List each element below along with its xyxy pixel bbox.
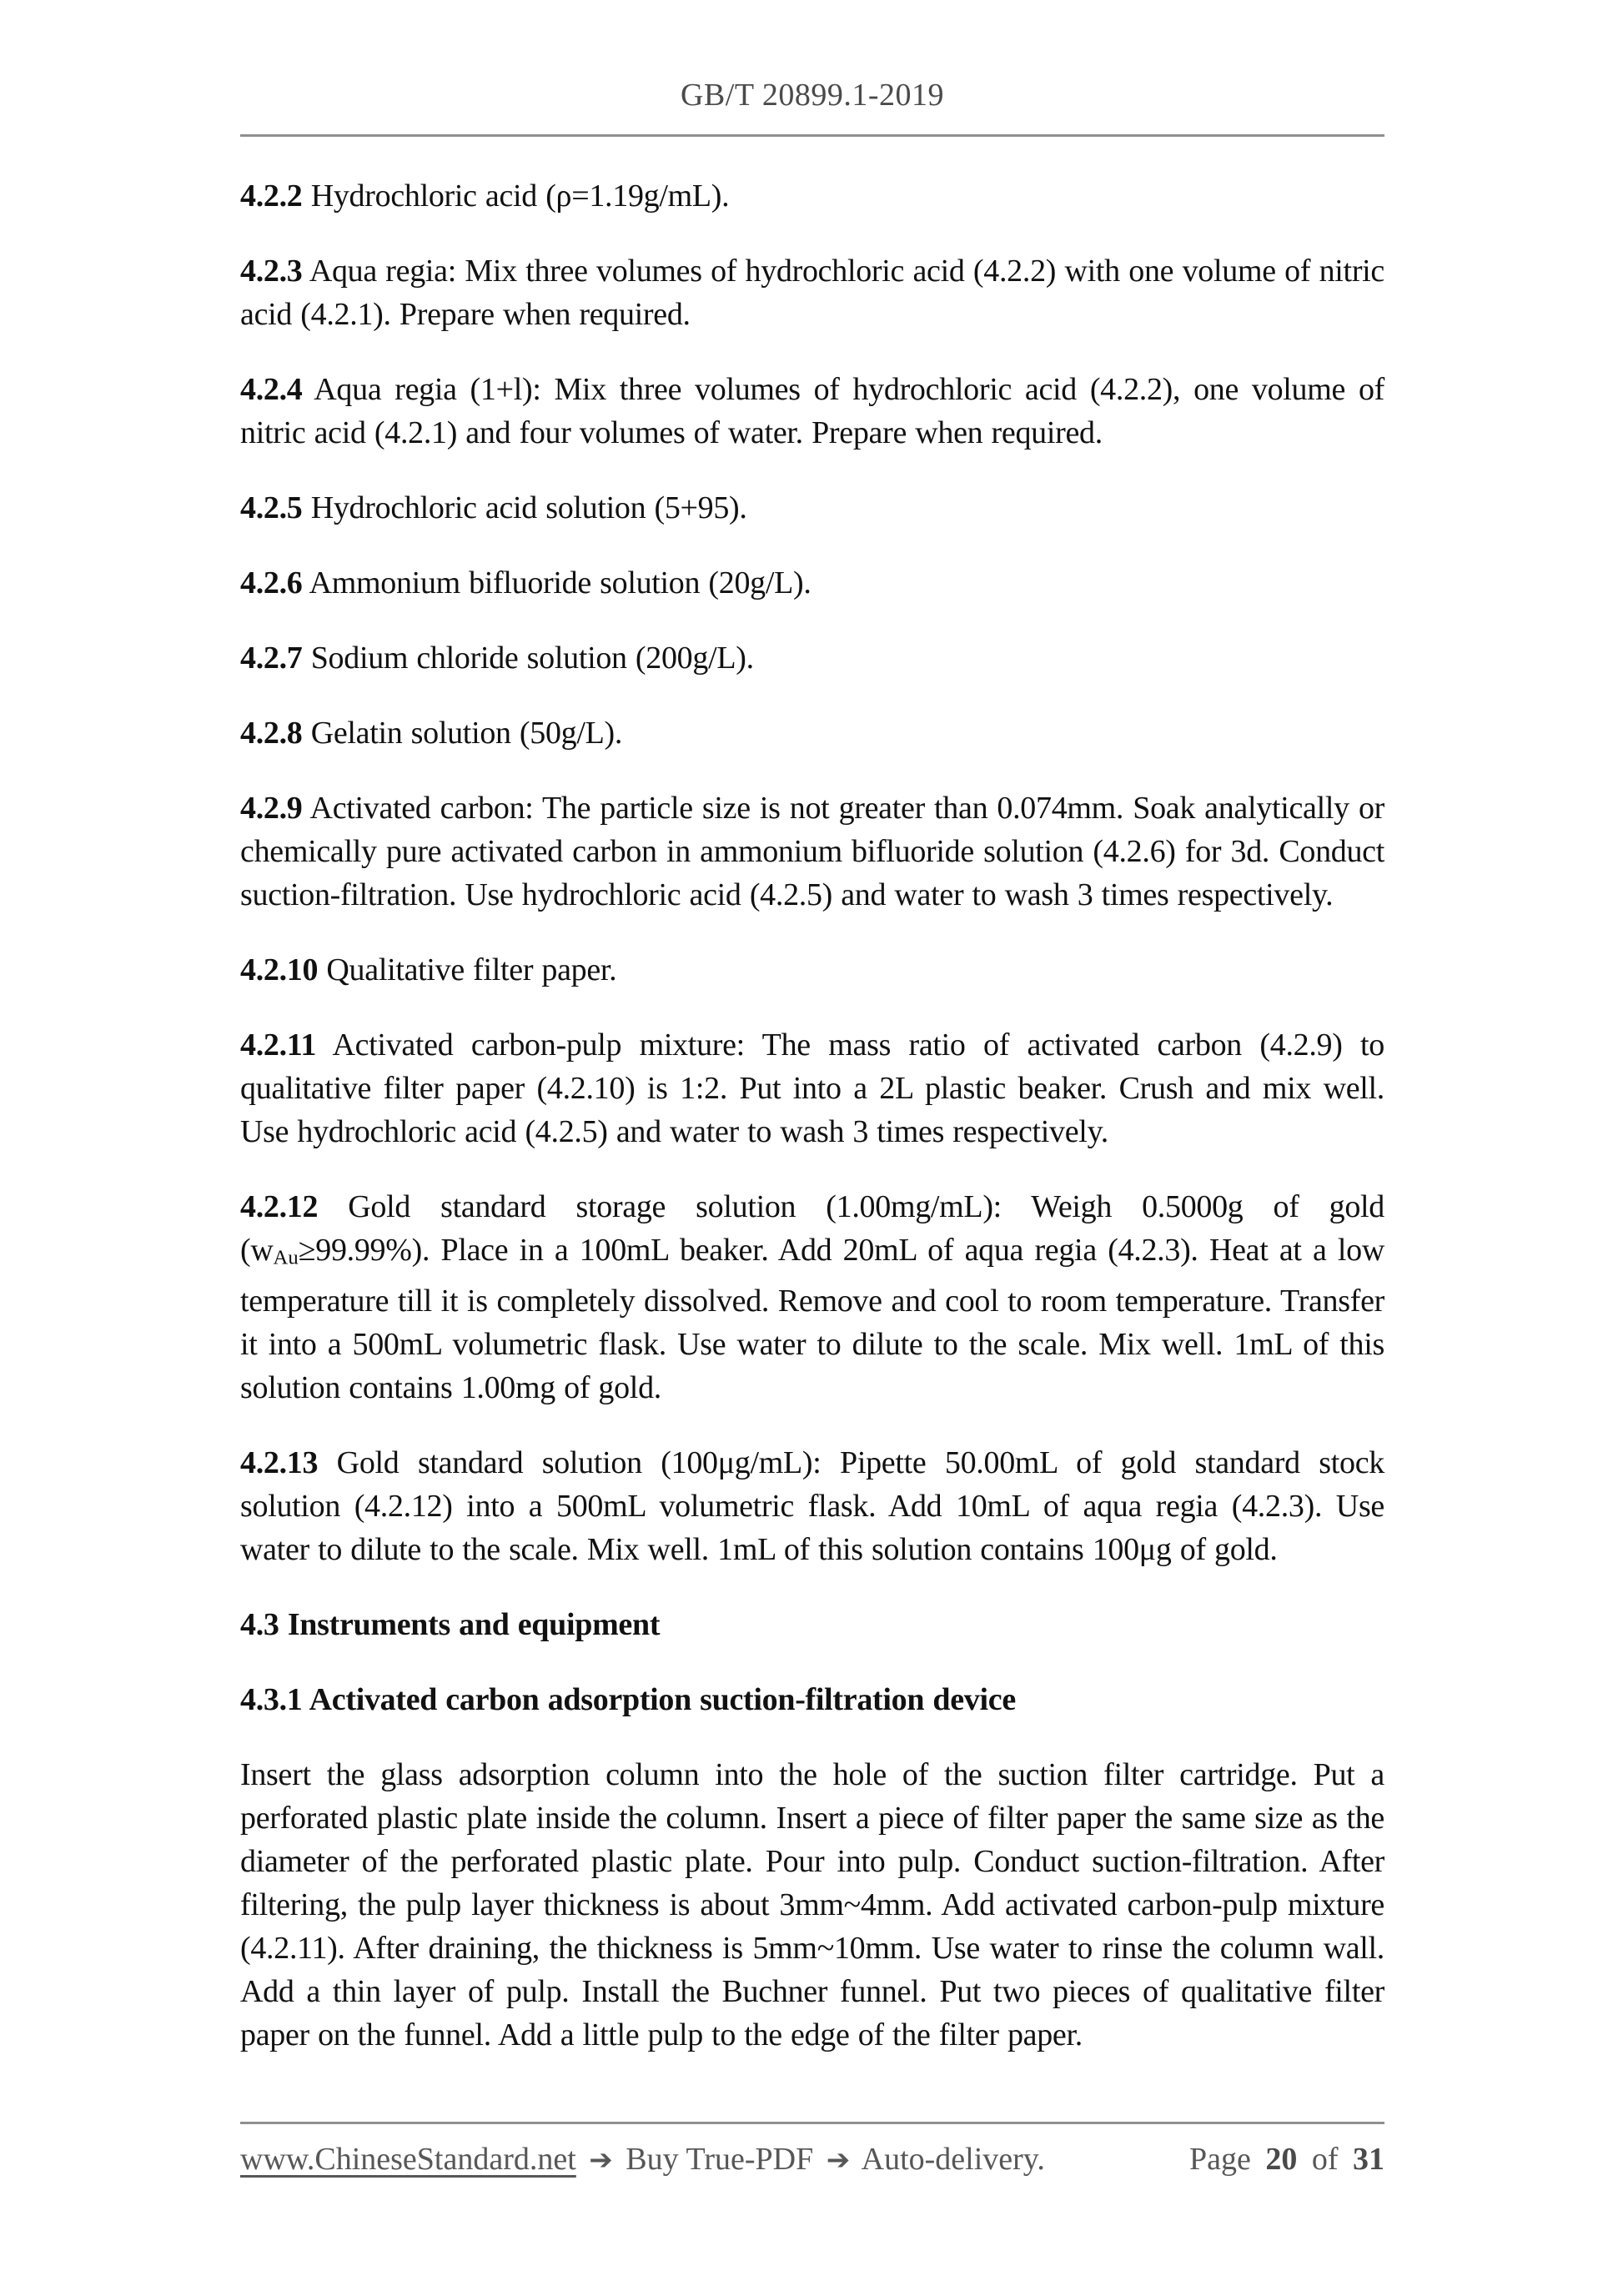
paragraph-device-description — [240, 1753, 1384, 2057]
clause-number: 4.2.9 — [240, 791, 303, 826]
paragraph-4-2-4 — [240, 368, 1384, 455]
right-arrow-icon: ➔ — [589, 2143, 613, 2177]
heading-4-3 — [240, 1603, 1384, 1646]
paragraph-4-2-11 — [240, 1023, 1384, 1153]
clause-number: 4.2.13 — [240, 1445, 319, 1481]
clause-number: 4.2.5 — [240, 490, 303, 525]
paragraph-4-2-6 — [240, 561, 1384, 605]
clause-number: 4.2.2 — [240, 178, 303, 214]
heading-number: 4.3 — [240, 1607, 279, 1643]
heading-number: 4.3.1 — [240, 1682, 303, 1718]
paragraph-4-2-10 — [240, 948, 1384, 992]
page-content — [240, 0, 1384, 2057]
total-page-number: 31 — [1353, 2142, 1384, 2177]
clause-text: Hydrochloric acid solution (5+95). — [310, 490, 747, 525]
of-label: of — [1311, 2142, 1339, 2177]
clause-text: Ammonium bifluoride solution (20g/L). — [309, 565, 812, 600]
clause-number: 4.2.8 — [240, 716, 303, 751]
clause-text: Insert the glass adsorption column into the hole of the suction filter cartridge. Put a perforated plastic plate inside the column. Insert a piece of filter paper the same size as the diameter of the perforated plastic plate. Pour into pulp. Conduct suction-filtration. After filtering, the pulp layer thickness is about 3mm~4mm. Add activated carbon-pulp mixture (4.2.11). After draining, the thickness is 5mm~10mm. Use water to rinse the column wall. Add a thin layer of pulp. Install the Buchner funnel. Put two pieces of qualitative filter paper on the funnel. Add a little pulp to the edge of the filter paper. — [240, 1757, 1384, 2053]
clause-number: 4.2.3 — [240, 254, 303, 289]
heading-title: Activated carbon adsorption suction-filtration device — [309, 1682, 1016, 1718]
footer-delivery-text: Auto-delivery. — [861, 2142, 1045, 2177]
clause-text: Sodium chloride solution (200g/L). — [310, 641, 754, 676]
clause-text: Gold standard storage solution (1.00mg/mL): Weigh 0.5000g of gold (w — [240, 1189, 1385, 1268]
current-page-number: 20 — [1265, 2142, 1298, 2177]
clause-number: 4.2.11 — [240, 1027, 317, 1063]
paragraph-4-2-8 — [240, 711, 1384, 755]
heading-title: Instruments and equipment — [287, 1607, 661, 1643]
footer-rule — [240, 2122, 1384, 2124]
footer-buy-text: Buy True-PDF — [626, 2142, 814, 2177]
paragraph-4-2-12 — [240, 1185, 1384, 1409]
clause-text: Aqua regia (1+l): Mix three volumes of hydrochloric acid (4.2.2), one volume of nitric acid (4.2.1) and four volumes of water. Prepare when required. — [240, 372, 1384, 450]
clause-number: 4.2.12 — [240, 1189, 319, 1224]
clause-number: 4.2.7 — [240, 641, 303, 676]
paragraph-4-2-13 — [240, 1441, 1384, 1571]
clause-text: Hydrochloric acid (ρ=1.19g/mL). — [310, 178, 730, 214]
footer-left — [240, 2138, 1050, 2182]
paragraph-4-2-7 — [240, 636, 1384, 680]
right-arrow-icon: ➔ — [826, 2143, 851, 2177]
clause-number: 4.2.4 — [240, 372, 303, 407]
heading-4-3-1 — [240, 1678, 1384, 1721]
clause-number: 4.2.6 — [240, 565, 303, 600]
clause-text: Activated carbon-pulp mixture: The mass ratio of activated carbon (4.2.9) to qualitative filter paper (4.2.10) is 1:2. Put into a 2L plastic beaker. Crush and mix well. Use hydrochloric acid (4.2.5) and water to wash 3 times respectively. — [240, 1027, 1384, 1149]
page-footer — [240, 2122, 1384, 2182]
paragraph-4-2-9 — [240, 786, 1384, 917]
standard-number: GB/T 20899.1-2019 — [680, 78, 945, 113]
clause-text: Aqua regia: Mix three volumes of hydrochloric acid (4.2.2) with one volume of nitric acid (4.2.1). Prepare when required. — [240, 254, 1384, 332]
clause-number: 4.2.10 — [240, 952, 319, 987]
page-header — [240, 73, 1384, 117]
paragraph-4-2-5 — [240, 486, 1384, 530]
paragraph-4-2-3 — [240, 249, 1384, 336]
paragraph-4-2-2 — [240, 174, 1384, 218]
subscript-au: Au — [273, 1246, 299, 1269]
header-rule — [240, 134, 1384, 137]
clause-text: Activated carbon: The particle size is not greater than 0.074mm. Soak analytically or chemically pure activated carbon in ammonium bifluoride solution (4.2.6) for 3d. Conduct suction-filtration. Use hydrochloric acid (4.2.5) and water to wash 3 times respectively. — [240, 791, 1384, 912]
clause-text: Qualitative filter paper. — [326, 952, 617, 987]
page-label: Page — [1188, 2142, 1251, 2177]
page-indicator — [1189, 2138, 1384, 2181]
clause-text: Gold standard solution (100μg/mL): Pipette 50.00mL of gold standard stock solution (4.2.12) into a 500mL volumetric flask. Add 10mL of aqua regia (4.2.3). Use water to dilute to the scale. Mix well. 1mL of this solution contains 100μg of gold. — [240, 1445, 1384, 1568]
clause-text: Gelatin solution (50g/L). — [310, 716, 623, 751]
clause-text: ≥99.99%). Place in a 100mL beaker. Add 20mL of aqua regia (4.2.3). Heat at a low temperature till it is completely dissolved. Remove and cool to room temperature. Transfer it into a 500mL volumetric flask. Use water to dilute to the scale. Mix well. 1mL of this solution contains 1.00mg of gold. — [240, 1233, 1384, 1406]
site-link[interactable]: www.ChineseStandard.net — [240, 2142, 576, 2177]
